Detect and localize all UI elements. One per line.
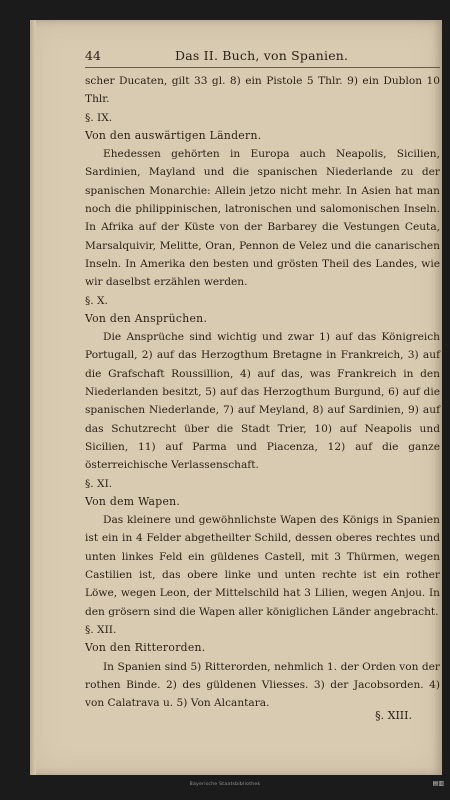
section-text: Das kleinere und gewöhnlichste Wapen des Königs in Spanien ist ein in 4 Felder abgetheilter Schild, dessen oberes rechtes und unten linkes Feld ein güldenes Castell, mit 3 Thürmen, wegen Castilien ist, das obere linke und unten rechte ist ein rother Löwe, wegen Leon, der Mittelschild hat 3 Lilien, wegen Anjou. In den grösern sind die Wapen aller königlichen Länder angebracht. [85, 514, 440, 618]
library-logo-icon: ▤▥ [432, 780, 444, 787]
section-number: §. XI. [85, 477, 113, 490]
section-text: Ehedessen gehörten in Europa auch Neapolis, Sicilien, Sardinien, Mayland und die spanischen Niederlande zu der spanischen Monarchie: Allein jetzo nicht mehr. In Asien hat man noch die philippinischen, latronischen und salomonischen Inseln. In Afrika auf der Küste von der Barbarey die Vestungen Ceuta, Marsalquivir, Melitte, Oran, Pennon de Velez und die canarischen Inseln. In Amerika den besten und grösten Theil des Landes, wie wir daselbst erzählen werden. [85, 148, 440, 289]
page-number: 44 [85, 48, 101, 63]
section-xi [85, 475, 440, 621]
running-title: Das II. Buch, von Spanien. [175, 48, 349, 63]
continuation-text: scher Ducaten, gilt 33 gl. 8) ein Pistole 5 Thlr. 9) ein Dublon 10 Thlr. [85, 75, 440, 106]
header-rule [85, 67, 440, 68]
page-gutter-shadow [30, 20, 36, 775]
section-text: Die Ansprüche sind wichtig und zwar 1) auf das Königreich Portugall, 2) auf das Herzogthum Bretagne in Frankreich, 3) auf die Grafschaft Roussillion, 4) auf das, was Frankreich in den Niederlanden besitzt, 5) auf das Herzogthum Burgund, 6) auf die spanischen Niederlande, 7) auf Meyland, 8) auf Sardinien, 9) auf das Schutzrecht über die Stadt Trier, 10) auf Neapolis und Sicilien, 11) auf Parma und Piacenza, 12) auf die ganze österreichische Verlassenschaft. [85, 331, 440, 472]
section-number: §. XII. [85, 623, 117, 636]
catchword: §. XIII. [375, 709, 412, 722]
section-heading: Von dem Wapen. [85, 494, 181, 508]
section-heading: Von den auswärtigen Ländern. [85, 128, 262, 142]
book-page [30, 20, 442, 775]
library-credit: Bayerische Staatsbibliothek [189, 782, 261, 787]
section-number: §. IX. [85, 111, 113, 124]
page-body [85, 72, 440, 712]
section-xii [85, 621, 440, 712]
section-number: §. X. [85, 294, 108, 307]
section-ix [85, 109, 440, 292]
section-x [85, 292, 440, 475]
section-heading: Von den Ritterorden. [85, 641, 206, 655]
section-text: In Spanien sind 5) Ritterorden, nehmlich 1. der Orden von der rothen Binde. 2) des güldenen Vliesses. 3) der Jacobsorden. 4) von Calatrava u. 5) Von Alcantara. [85, 660, 440, 710]
section-heading: Von den Ansprüchen. [85, 311, 208, 325]
